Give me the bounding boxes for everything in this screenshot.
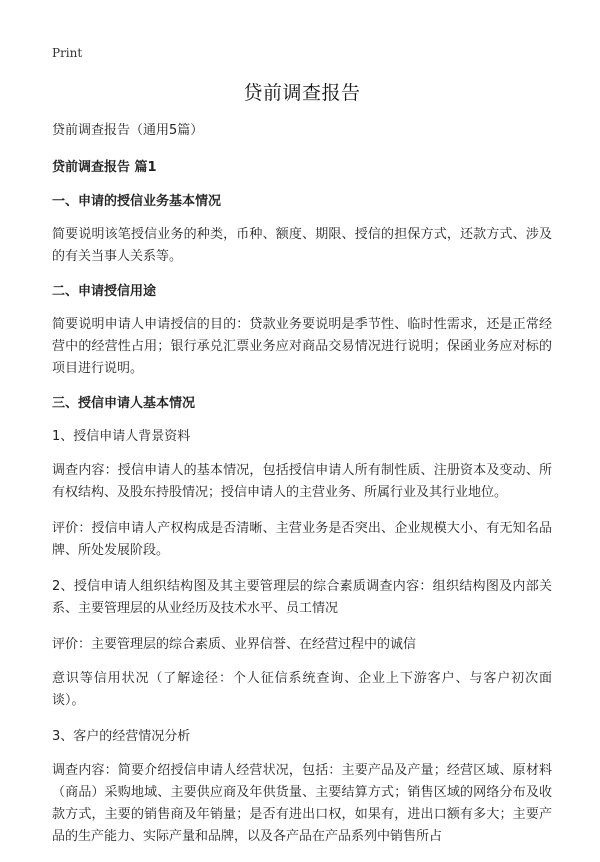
section-heading-1: 一、申请的授信业务基本情况 (52, 194, 222, 209)
part-heading: 贷前调查报告 篇1 (52, 160, 157, 175)
paragraph: 评价：主要管理层的综合素质、业界信誉、在经营过程中的诚信 (52, 637, 417, 652)
document-body (52, 78, 552, 862)
paragraph: 1、授信申请人背景资料 (52, 429, 191, 444)
paragraph: 评价：授信申请人产权构成是否清晰、主营业务是否突出、企业规模大小、有无知名品牌、所处发展阶段。 (52, 521, 552, 558)
section-heading-3: 三、授信申请人基本情况 (52, 396, 196, 411)
paragraph: 简要说明该笔授信业务的种类，币种、额度、期限、授信的担保方式，还款方式、涉及的有关当事人关系等。 (52, 227, 552, 264)
paragraph: 3、客户的经营情况分析 (52, 729, 191, 744)
paragraph: 调查内容：授信申请人的基本情况，包括授信申请人所有制性质、注册资本及变动、所有权结构、及股东持股情况；授信申请人的主营业务、所属行业及其行业地位。 (52, 463, 552, 500)
document-title: 贷前调查报告 (243, 82, 361, 104)
paragraph: 意识等信用状况（了解途径：个人征信系统查询、企业上下游客户、与客户初次面谈）。 (52, 671, 552, 708)
section-heading-2: 二、申请授信用途 (52, 284, 157, 299)
document-subtitle: 贷前调查报告（通用5篇） (52, 123, 204, 138)
print-link[interactable]: Print (52, 46, 83, 60)
paragraph: 简要说明申请人申请授信的目的：贷款业务要说明是季节性、临时性需求，还是正常经营中的经营性占用；银行承兑汇票业务应对商品交易情况进行说明；保函业务应对标的项目进行说明。 (52, 317, 552, 376)
paragraph: 2、授信申请人组织结构图及其主要管理层的综合素质调查内容：组织结构图及内部关系、主要管理层的从业经历及技术水平、员工情况 (52, 579, 552, 616)
paragraph: 调查内容：简要介绍授信申请人经营状况，包括：主要产品及产量；经营区域、原材料（商品）采购地域、主要供应商及年供货量、主要结算方式；销售区域的网络分布及收款方式，主要的销售商及年销量；是否有进出口权，如果有，进出口额有多大；主要产品的生产能力、实际产量和品牌，以及各产品在产品系列中销售所占 (52, 763, 552, 844)
